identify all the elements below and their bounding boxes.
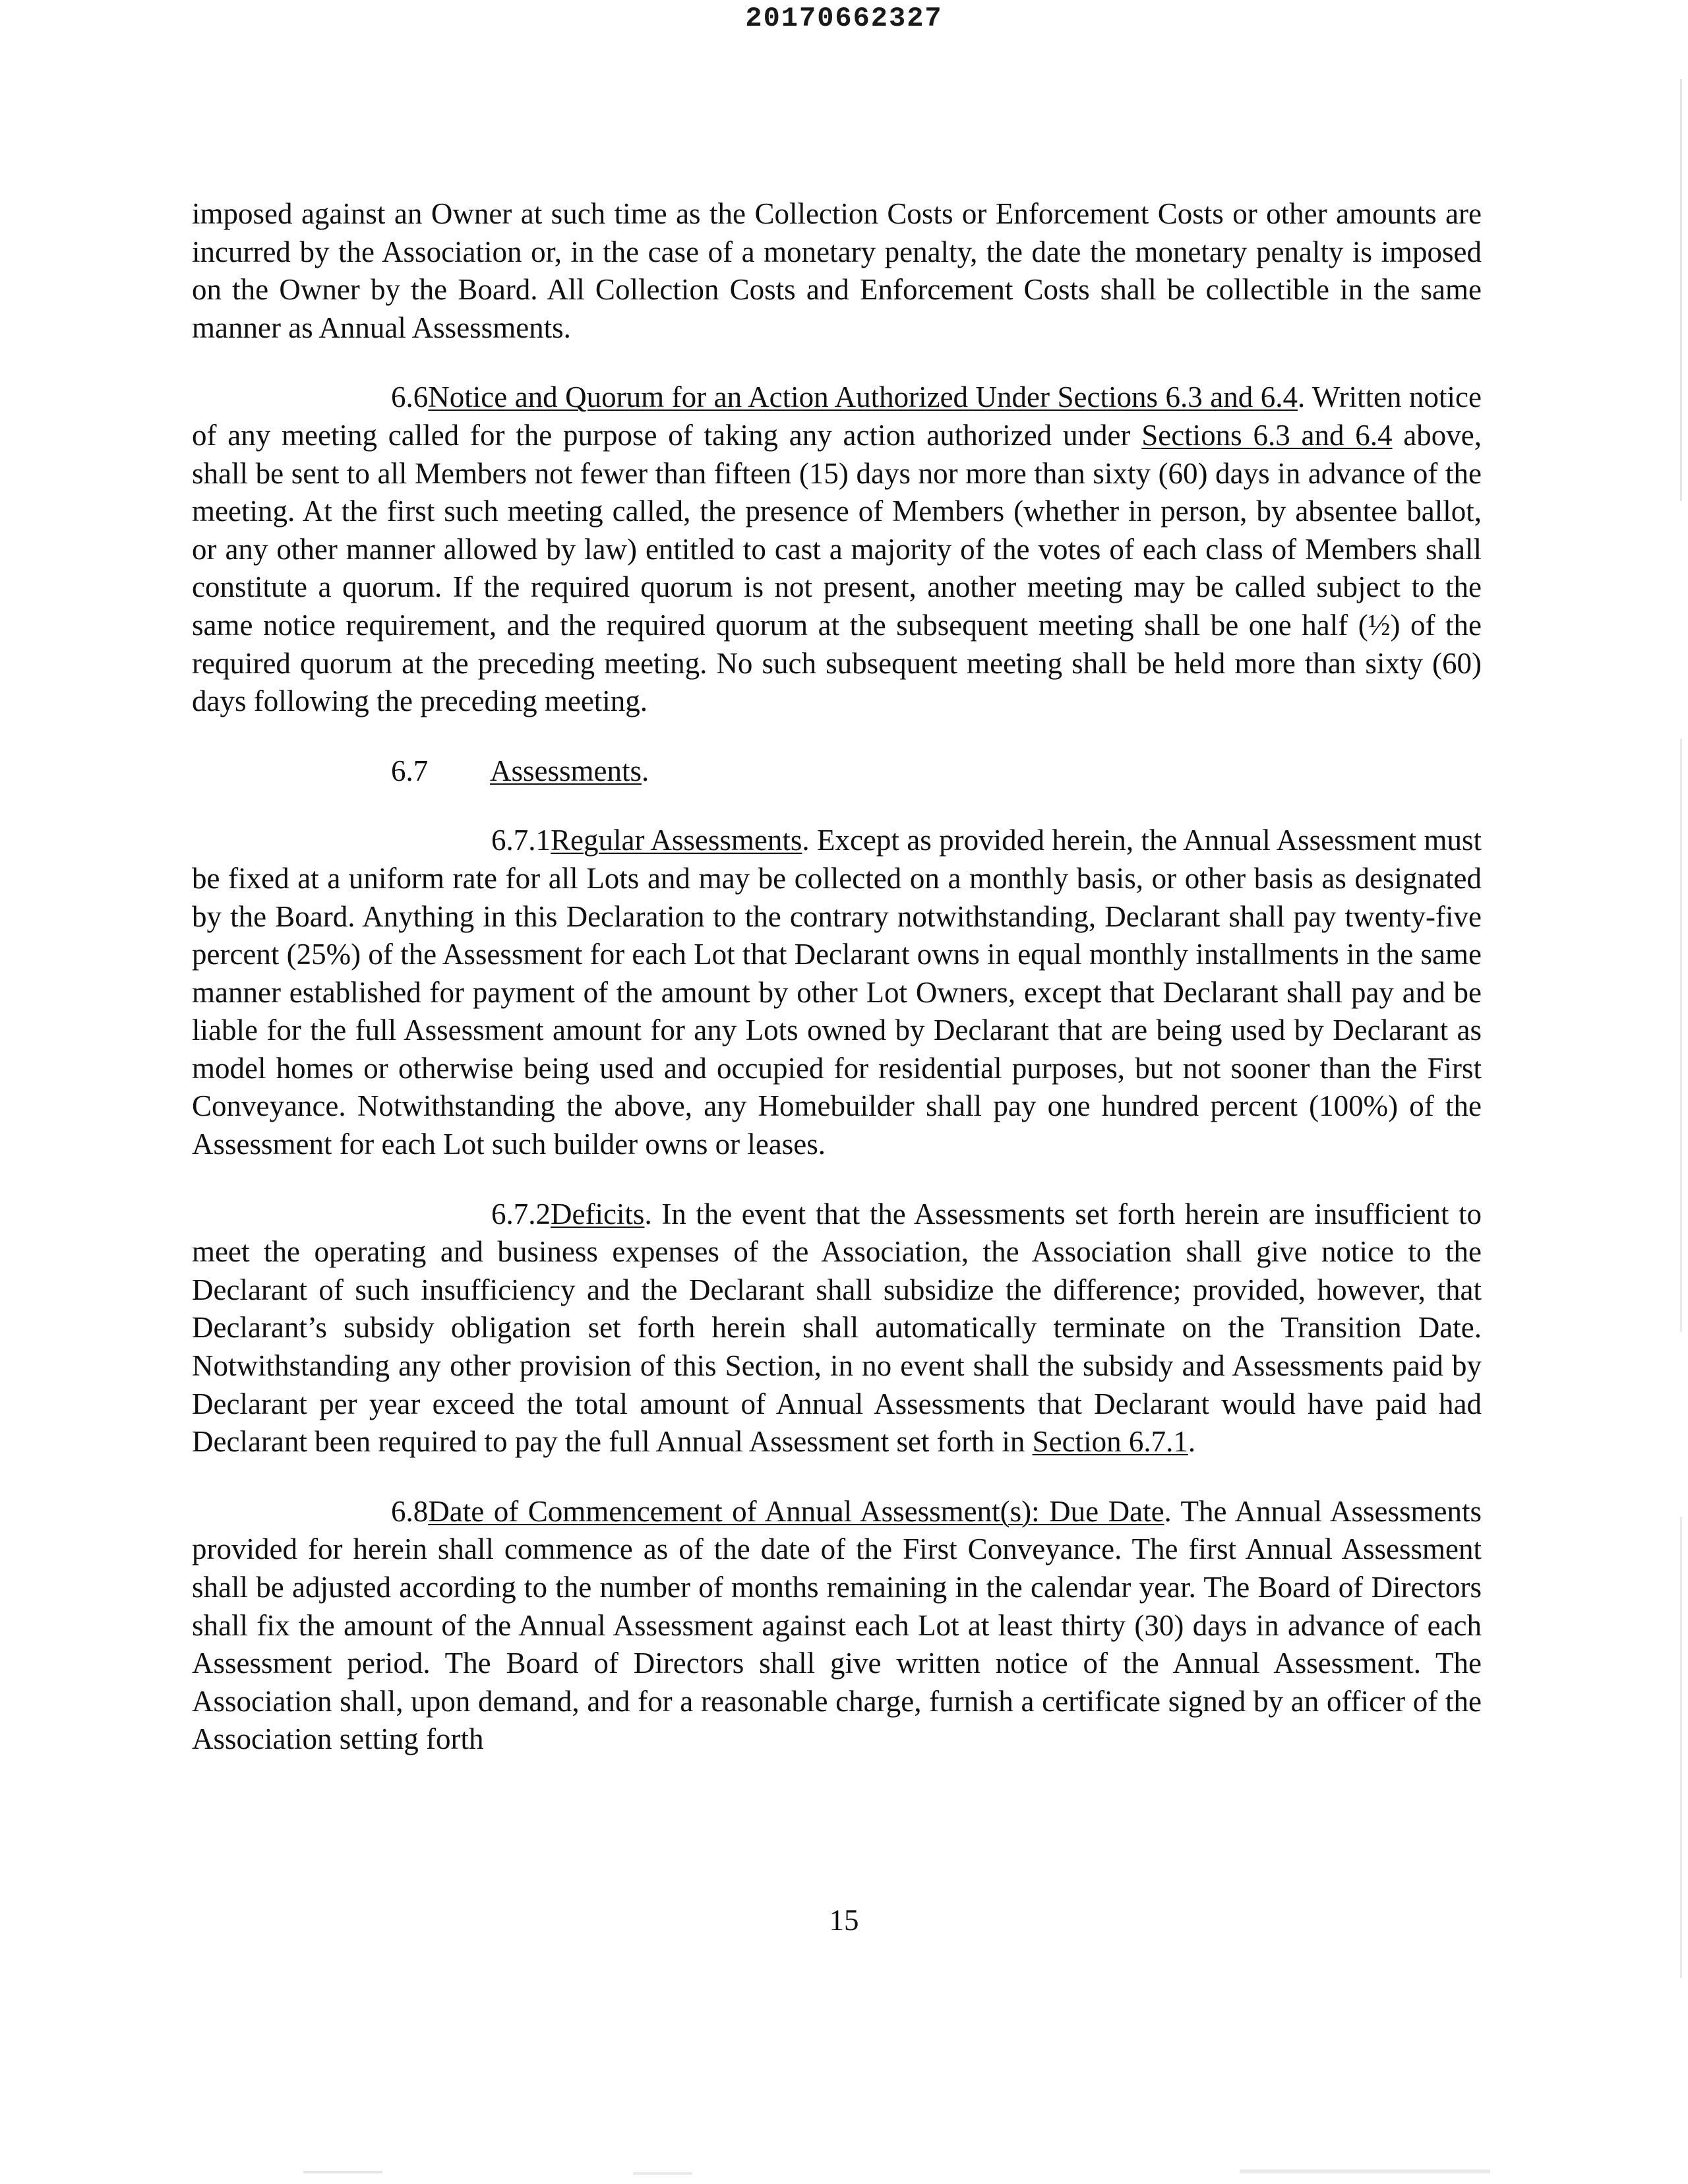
section-6-7: 6.7 Assessments. — [192, 752, 1482, 791]
section-6-7-2-heading: Deficits — [551, 1197, 645, 1230]
section-6-7-1-text: Except as provided herein, the Annual Assessment must be fixed at a uniform rate for all Lots and may be collected on a monthly basis, or other basis as designated by the Board. Anything in this Declaration to the contrary notwithstanding, Declarant shall pay twenty-five percent (25%) of the Assessment for each Lot that Declarant owns in equal monthly installments in the same manner established for payment of the amount by other Lot Owners, except that Declarant shall pay and be liable for the full Assessment amount for any Lots owned by Declarant that are being used by Declarant as model homes or otherwise being used and occupied for residential purposes, but not sooner than the First Conveyance. Notwithstanding the above, any Homebuilder shall pay one hundred percent (100%) of the Assessment for each Lot such builder owns or leases. — [192, 824, 1482, 1161]
scan-bottom-mark — [1240, 2169, 1490, 2173]
section-6-8-text: The Annual Assessments provided for herein shall commence as of the date of the First Conveyance. The first Annual Assessment shall be adjusted according to the number of months remaining in the calendar year. The Board of Directors shall fix the amount of the Annual Assessment against each Lot at least thirty (30) days in advance of each Assessment period. The Board of Directors shall give written notice of the Annual Assessment. The Association shall, upon demand, and for a reasonable charge, furnish a certificate signed by an officer of the Association setting forth — [192, 1494, 1482, 1756]
section-6-6-text-b: above, shall be sent to all Members not fewer than fifteen (15) days nor more than sixty (60) days in advance of the meeting. At the first such meeting called, the presence of Members (whether in person, by absentee ballot, or any other manner allowed by law) entitled to cast a majority of the votes of each class of Members shall constitute a quorum. If the required quorum is not present, another meeting may be called subject to the same notice requirement, and the required quorum at the subsequent meeting shall be one half (½) of the required quorum at the preceding meeting. No such subsequent meeting shall be held more than sixty (60) days following the preceding meeting. — [192, 418, 1482, 718]
scan-edge-mark — [1680, 739, 1682, 1332]
document-body — [192, 195, 1482, 1759]
section-6-7-heading: Assessments — [490, 754, 642, 787]
section-6-8: 6.8Date of Commencement of Annual Assessment(s): Due Date. The Annual Assessments provided for herein shall commence as of the date of the First Conveyance. The first Annual Assessment shall be adjusted according to the number of months remaining in the calendar year. The Board of Directors shall fix the amount of the Annual Assessment against each Lot at least thirty (30) days in advance of each Assessment period. The Board of Directors shall give written notice of the Annual Assessment. The Association shall, upon demand, and for a reasonable charge, furnish a certificate signed by an officer of the Association setting forth — [192, 1493, 1482, 1759]
section-6-7-1-heading: Regular Assessments — [551, 824, 802, 857]
section-6-7-number: 6.7 — [391, 754, 429, 787]
section-6-7-1: 6.7.1Regular Assessments. Except as provided herein, the Annual Assessment must be fixed at a uniform rate for all Lots and may be collected on a monthly basis, or other basis as designated by the Board. Anything in this Declaration to the contrary notwithstanding, Declarant shall pay twenty-five percent (25%) of the Assessment for each Lot that Declarant owns in equal monthly installments in the same manner established for payment of the amount by other Lot Owners, except that Declarant shall pay and be liable for the full Assessment amount for any Lots owned by Declarant that are being used by Declarant as model homes or otherwise being used and occupied for residential purposes, but not sooner than the First Conveyance. Notwithstanding the above, any Homebuilder shall pay one hundred percent (100%) of the Assessment for each Lot such builder owns or leases. — [192, 822, 1482, 1163]
page-number: 15 — [829, 1904, 859, 1937]
section-6-7-2: 6.7.2Deficits. In the event that the Assessments set forth herein are insufficient to meet the operating and business expenses of the Association, the Association shall give notice to the Declarant of such insufficiency and the Declarant shall subsidize the difference; provided, however, that Declarant’s subsidy obligation set forth herein shall automatically terminate on the Transition Date. Notwithstanding any other provision of this Section, in no event shall the subsidy and Assessments paid by Declarant per year exceed the total amount of Annual Assessments that Declarant would have paid had Declarant been required to pay the full Annual Assessment set forth in Section 6.7.1. — [192, 1196, 1482, 1461]
scan-edge-mark — [1680, 79, 1682, 501]
section-6-7-2-number: 6.7.2 — [491, 1197, 551, 1230]
section-6-6-heading: Notice and Quorum for an Action Authorized Under Sections 6.3 and 6.4 — [428, 380, 1298, 414]
scan-edge-mark — [1680, 1517, 1682, 1978]
section-6-6-text-a: Written notice of any meeting called for the purpose of taking any action authorized under — [192, 380, 1482, 452]
section-6-6: 6.6Notice and Quorum for an Action Authorized Under Sections 6.3 and 6.4. Written notice of any meeting called for the purpose of taking any action authorized under Sections 6.3 and 6.4 above, shall be sent to all Members not fewer than fifteen (15) days nor more than sixty (60) days in advance of the meeting. At the first such meeting called, the presence of Members (whether in person, by absentee ballot, or any other manner allowed by law) entitled to cast a majority of the votes of each class of Members shall constitute a quorum. If the required quorum is not present, another meeting may be called subject to the same notice requirement, and the required quorum at the subsequent meeting shall be one half (½) of the required quorum at the preceding meeting. No such subsequent meeting shall be held more than sixty (60) days following the preceding meeting. — [192, 379, 1482, 720]
section-6-6-reference: Sections 6.3 and 6.4 — [1141, 418, 1393, 452]
section-6-8-number: 6.8 — [391, 1494, 429, 1528]
section-6-7-2-text: In the event that the Assessments set forth herein are insufficient to meet the operating and business expenses of the Association, the Association shall give notice to the Declarant of such insufficiency and the Declarant shall subsidize the difference; provided, however, that Declarant’s subsidy obligation set forth herein shall automatically terminate on the Transition Date. Notwithstanding any other provision of this Section, in no event shall the subsidy and Assessments paid by Declarant per year exceed the total amount of Annual Assessments that Declarant would have paid had Declarant been required to pay the full Annual Assessment set forth in — [192, 1197, 1482, 1459]
document-number: 20170662327 — [745, 3, 943, 34]
paragraph-continuation: imposed against an Owner at such time as the Collection Costs or Enforcement Costs or other amounts are incurred by the Association or, in the case of a monetary penalty, the date the monetary penalty is imposed on the Owner by the Board. All Collection Costs and Enforcement Costs shall be collectible in the same manner as Annual Assessments. — [192, 197, 1482, 344]
section-6-7-1-number: 6.7.1 — [491, 824, 551, 857]
section-6-7-2-reference: Section 6.7.1 — [1032, 1425, 1188, 1459]
scan-bottom-mark — [633, 2172, 692, 2175]
section-6-8-heading: Date of Commencement of Annual Assessment(s): Due Date — [428, 1494, 1164, 1528]
scan-bottom-mark — [303, 2171, 382, 2173]
section-6-6-number: 6.6 — [391, 380, 429, 414]
